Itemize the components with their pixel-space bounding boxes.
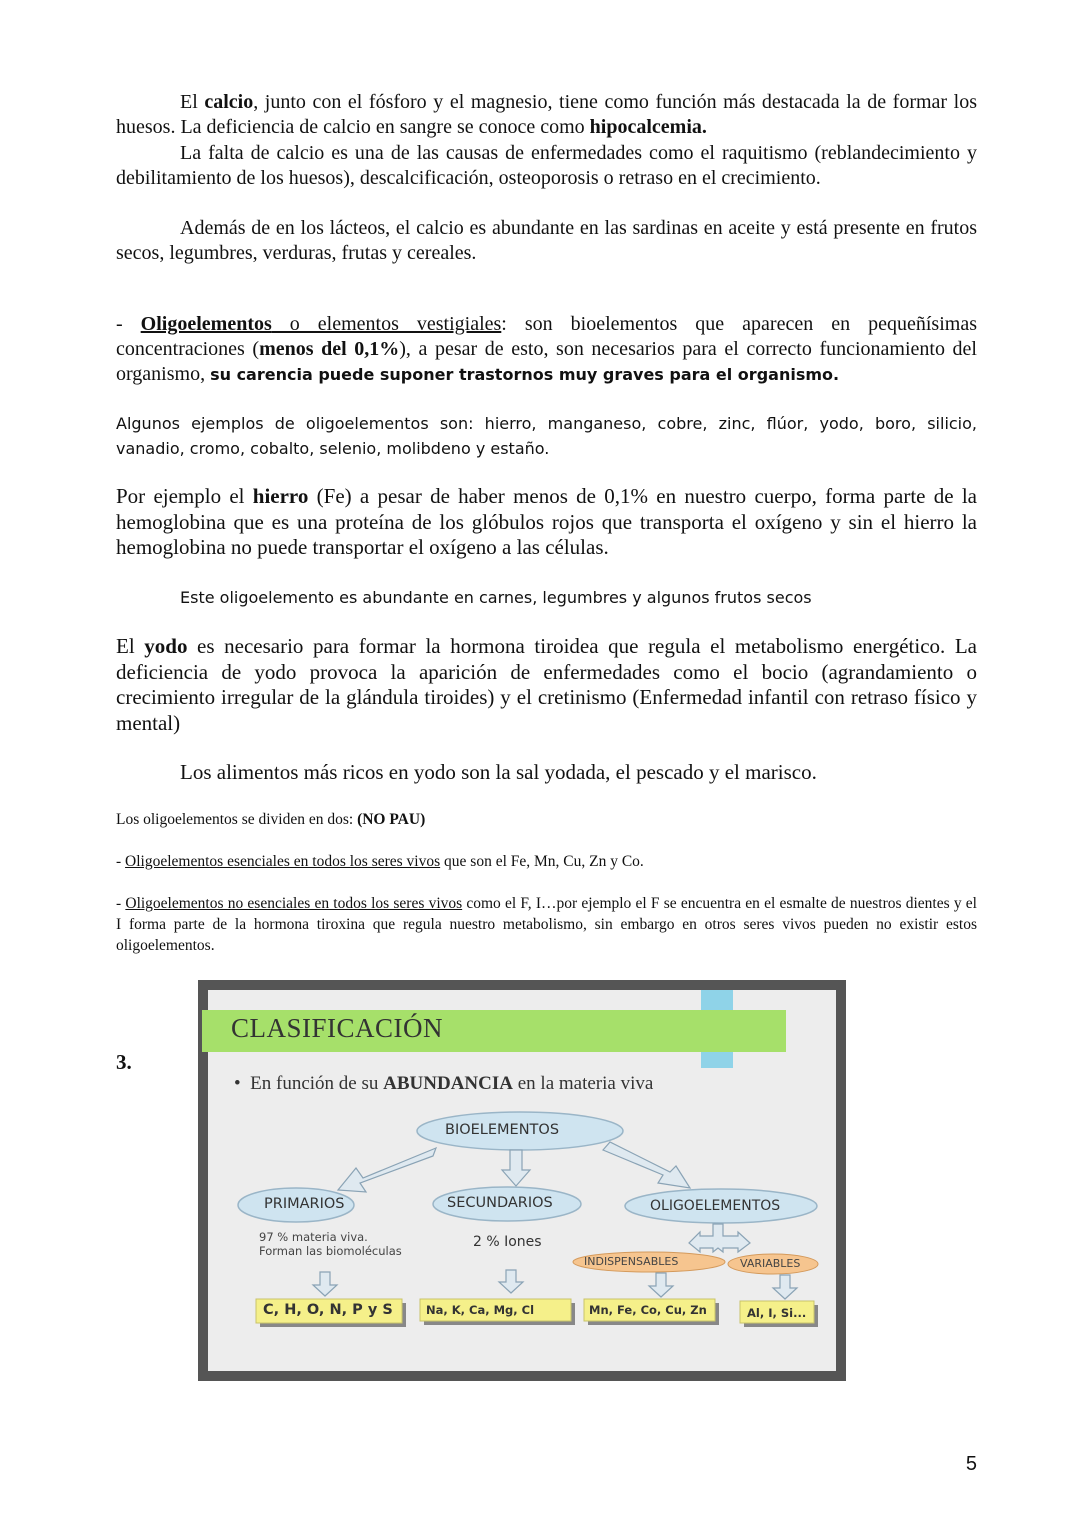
paragraph-no-esenciales: - Oligoelementos no esenciales en todos los seres vivos como el F, I…por ejemplo el F se encuentra en el esmalte de nuestros dientes y el I forma parte de la hormona tiroxina que regula nuestro metabolismo, sin embargo en otros seres vivos pueden no existir estos oligoelementos. — [116, 895, 977, 954]
classification-diagram — [198, 980, 846, 1381]
paragraph-yodo-alimentos: Los alimentos más ricos en yodo son la sal yodada, el pescado y el marisco. — [180, 760, 817, 784]
value-primarios: C, H, O, N, P y S — [263, 1302, 393, 1318]
label-oligoelementos: OLIGOELEMENTOS — [650, 1198, 781, 1214]
down-arrows — [313, 1270, 797, 1299]
label-secundarios: SECUNDARIOS — [447, 1195, 553, 1211]
paragraph-oligoelementos: - Oligoelementos o elementos vestigiales: son bioelementos que aparecen en pequeñísimas concentraciones (menos del 0,1%), a pesar de esto, son necesarios para el correcto funcionamiento del organismo, su carencia puede suponer trastornos muy graves para el organismo. — [116, 313, 977, 385]
paragraph-lacteos: Además de en los lácteos, el calcio es abundante en las sardinas en aceite y está presente en frutos secos, legumbres, verduras, frutas y cereales. — [116, 217, 977, 264]
section-number: 3. — [116, 1050, 132, 1074]
arrow-to-primarios — [338, 1148, 436, 1192]
value-variables: Al, I, Si... — [747, 1306, 807, 1320]
secundarios-description: 2 % Iones — [473, 1234, 542, 1250]
value-secundarios: Na, K, Ca, Mg, Cl — [426, 1303, 535, 1317]
fork-arrow — [689, 1224, 750, 1252]
term-calcio: calcio — [204, 91, 254, 113]
page-number: 5 — [965, 1453, 977, 1475]
label-bioelementos: BIOELEMENTOS — [445, 1122, 560, 1138]
label-variables: VARIABLES — [740, 1257, 801, 1270]
diagram-subtitle: • En función de su ABUNDANCIA en la materia viva — [234, 1073, 654, 1094]
paragraph-hierro-fuentes: Este oligoelemento es abundante en carnes, legumbres y algunos frutos secos — [180, 588, 812, 607]
value-indispensables: Mn, Fe, Co, Cu, Zn — [589, 1303, 707, 1317]
arrow-to-oligoelementos — [603, 1142, 690, 1188]
label-indispensables: INDISPENSABLES — [584, 1255, 679, 1268]
paragraph-hierro: Por ejemplo el hierro (Fe) a pesar de haber menos de 0,1% en nuestro cuerpo, forma parte de la hemoglobina que es una proteína de los glóbulos rojos que transporta el oxígeno y sin el hierro la hemoglobina no puede transportar el oxígeno a las células. — [116, 484, 977, 559]
term-oligoelementos: Oligoelementos — [140, 313, 272, 335]
paragraph-yodo: El yodo es necesario para formar la hormona tiroidea que regula el metabolismo energético. La deficiencia de yodo provoca la aparición de enfermedades como el bocio (agrandamiento o crecimiento irregular de la glándula tiroides) y el cretinismo (Enfermedad infantil con retraso físico y mental) — [116, 634, 977, 735]
term-hierro: hierro — [252, 484, 309, 508]
label-primarios: PRIMARIOS — [264, 1196, 345, 1212]
paragraph-falta-calcio: La falta de calcio es una de las causas de enfermedades como el raquitismo (reblandecimiento y debilitamiento de los huesos), descalcificación, osteoporosis o retraso en el crecimiento. — [116, 142, 977, 189]
term-yodo: yodo — [144, 634, 188, 658]
down-arrow-primarios — [313, 1272, 337, 1296]
paragraph-ejemplos: Algunos ejemplos de oligoelementos son: hierro, manganeso, cobre, zinc, flúor, yodo, boro, silicio, vanadio, cromo, cobalto, selenio, molibdeno y estaño. — [116, 414, 977, 458]
term-hipocalcemia: hipocalcemia. — [589, 116, 707, 138]
paragraph-esenciales: - Oligoelementos esenciales en todos los seres vivos que son el Fe, Mn, Cu, Zn y Co. — [116, 853, 644, 870]
primarios-description: 97 % materia viva. Forman las biomoléculas — [259, 1230, 402, 1258]
diagram-title: CLASIFICACIÓN — [231, 1013, 444, 1043]
root-arrows — [338, 1142, 690, 1192]
down-arrow-secundarios — [499, 1270, 523, 1293]
paragraph-calcio: El calcio, junto con el fósforo y el magnesio, tiene como función más destacada la de formar los huesos. La deficiencia de calcio en sangre se conoce como hipocalcemia. — [116, 91, 977, 138]
down-arrow-indispensables — [649, 1273, 673, 1297]
down-arrow-variables — [773, 1275, 797, 1299]
paragraph-division: Los oligoelementos se dividen en dos: (NO PAU) — [116, 811, 426, 828]
fork-arrow-shape — [689, 1224, 750, 1252]
arrow-to-secundarios — [502, 1150, 530, 1186]
